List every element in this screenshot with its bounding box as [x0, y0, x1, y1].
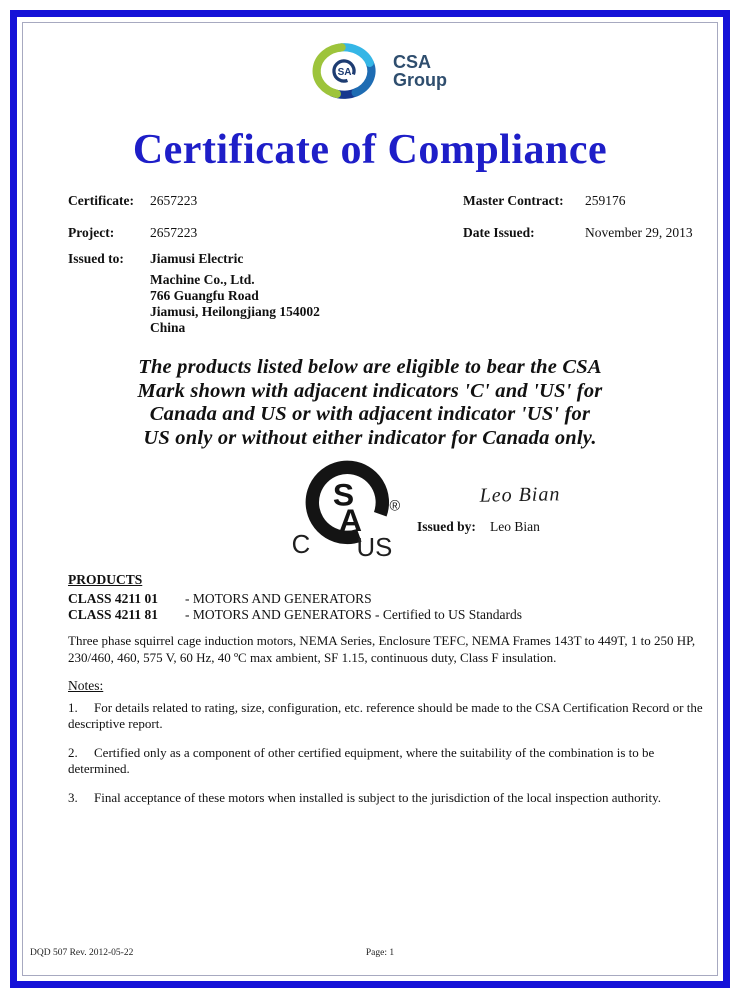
certificate-label: Certificate:: [68, 193, 134, 208]
csa-swirl-icon: [302, 38, 386, 104]
note-item: [68, 700, 716, 732]
mini-monogram-sa: SA: [337, 67, 352, 79]
statement-line: Canada and US or with adjacent indicator 'US' for: [149, 403, 591, 425]
address-line: China: [150, 320, 186, 335]
brand-line-group: Group: [393, 70, 447, 90]
certificate-value: 2657223: [150, 193, 198, 208]
note-number: 2.: [68, 745, 78, 760]
class-code: CLASS 4211 01: [68, 591, 159, 606]
products-heading: PRODUCTS: [68, 572, 143, 587]
note-text: For details related to rating, size, configuration, etc. reference should be made to the CSA Certification Record or the descriptive report.: [68, 700, 703, 731]
master-contract-label: Master Contract:: [463, 193, 564, 208]
note-text: Certified only as a component of other certified equipment, where the suitability of the combination is to be determined.: [68, 745, 655, 776]
class-description: - MOTORS AND GENERATORS - Certified to US Standards: [185, 607, 523, 622]
mark-c-indicator: C: [291, 530, 311, 559]
address-line: 766 Guangfu Road: [150, 288, 259, 303]
issued-to-address: [150, 272, 320, 336]
issued-by-label: Issued by:: [417, 519, 476, 534]
project-label: Project:: [68, 225, 115, 240]
note-item: [68, 790, 716, 806]
mark-us-indicator: US: [356, 533, 393, 560]
eligibility-statement: [90, 356, 650, 450]
date-issued-value: November 29, 2013: [585, 225, 693, 240]
issued-by-value: Leo Bian: [490, 519, 540, 534]
class-code: CLASS 4211 81: [68, 607, 159, 622]
notes-list: [68, 700, 716, 819]
csa-group-logo: [302, 38, 447, 104]
note-number: 1.: [68, 700, 78, 715]
registered-trademark-symbol: ®: [389, 498, 401, 515]
address-line: Machine Co., Ltd.: [150, 272, 255, 287]
master-contract-value: 259176: [585, 193, 626, 208]
date-issued-label: Date Issued:: [463, 225, 535, 240]
brand-wordmark: [393, 53, 447, 90]
csa-certification-mark: [282, 457, 427, 560]
address-line: Jiamusi, Heilongjiang 154002: [150, 304, 320, 319]
note-text: Final acceptance of these motors when installed is subject to the jurisdiction of the local inspection authority.: [94, 790, 662, 805]
project-value: 2657223: [150, 225, 198, 240]
statement-line: US only or without either indicator for Canada only.: [143, 426, 597, 449]
page-title: Certificate of Compliance: [132, 127, 608, 173]
issued-to-name: Jiamusi Electric: [150, 251, 244, 266]
statement-line: Mark shown with adjacent indicators 'C' and 'US' for: [137, 379, 603, 402]
note-number: 3.: [68, 790, 78, 805]
note-item: [68, 745, 716, 777]
statement-line: The products listed below are eligible to bear the CSA: [138, 356, 602, 378]
signature-script: Leo Bian: [479, 483, 561, 507]
issued-to-label: Issued to:: [68, 251, 124, 266]
product-description: Three phase squirrel cage induction motors, NEMA Series, Enclosure TEFC, NEMA Frames 143T to 449T, 1 to 250 HP, 230/460, 460, 575 V, 60 Hz, 40 ºC max ambient, SF 1.15, continuous duty, Class F insulation.: [68, 633, 696, 665]
footer-document-code: DQD 507 Rev. 2012-05-22: [30, 948, 134, 958]
mark-letter-a: A: [339, 502, 363, 539]
footer-page-number: Page: 1: [365, 948, 395, 958]
notes-heading: Notes:: [68, 678, 104, 693]
brand-line-csa: CSA: [393, 51, 432, 72]
class-description: - MOTORS AND GENERATORS: [185, 591, 372, 606]
mark-letter-s: S: [332, 476, 355, 513]
